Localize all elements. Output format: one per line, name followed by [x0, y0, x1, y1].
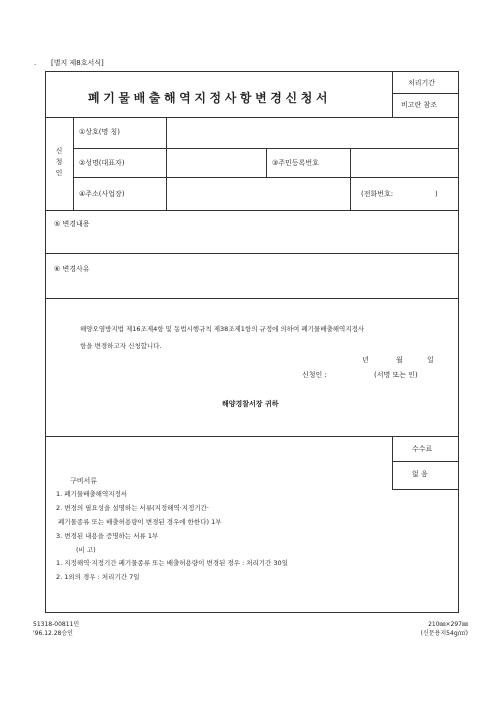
processing-period-label: 처리기간 — [408, 79, 436, 87]
form-code: 51318-00811민 — [33, 621, 80, 628]
applicant-column-divider — [73, 117, 74, 210]
representative-name-label: ②성명(대표자) — [79, 159, 125, 167]
phone-label: (전화번호: — [361, 190, 394, 198]
required-doc-item: 3. 변경된 내용을 증명하는 서류 1부 — [56, 532, 159, 540]
processing-divider — [392, 93, 458, 94]
remark-item: 2. 1외의 경우 : 처리기간 7일 — [56, 573, 140, 581]
date-year: 년 — [362, 356, 369, 364]
applicant-section-bottom — [46, 210, 458, 211]
processing-period-value: 비고란 참조 — [401, 101, 438, 109]
required-docs-title: 구비서류 — [70, 477, 98, 485]
required-doc-item: 2. 변경의 필요성을 설명하는 서류(지정해역·지정기간· — [56, 504, 209, 512]
signature-or-seal: (서명 또는 인) — [374, 371, 418, 379]
change-content-bottom — [46, 253, 458, 254]
required-doc-item: 1. 폐기물배출해역지정서 — [56, 490, 128, 498]
paper-weight: (신문용지54g/㎡) — [420, 630, 468, 637]
approval-date: '96.12.28승인 — [33, 630, 73, 637]
phone-close: ) — [435, 190, 438, 198]
applicant-group-label: 신청인 — [55, 147, 63, 177]
fee-bottom — [392, 489, 458, 490]
required-doc-item: 폐기물종류 또는 배출허용량이 변경된 경우에 한한다) 1부 — [58, 518, 222, 526]
change-content-label: ⑤ 변경내용 — [54, 220, 90, 228]
applicant-signature-label: 신청인 : — [302, 371, 327, 379]
dot-mark: . — [34, 59, 37, 67]
remark-item: 1. 지정해역·지정기간 폐기물종류 또는 배출허용량이 변경된 경우 : 처리기간 30일 — [56, 559, 288, 567]
title-row-bottom — [46, 117, 458, 118]
paper-size: 210㎜×297㎜ — [428, 621, 468, 628]
declaration-line-2: 항을 변경하고자 신청합니다. — [80, 342, 162, 350]
declaration-line-1: 해양오염방지법 제16조제4항 및 동법시행규칙 제38조제1항의 규정에 의하여 폐기물배출해역지정사 — [80, 325, 365, 333]
fee-label: 수수료 — [412, 445, 433, 453]
change-reason-label: ⑥ 변경사유 — [54, 265, 90, 273]
business-name-label: ①상호(명 칭) — [79, 128, 121, 136]
fee-divider — [392, 436, 393, 489]
fee-inner-divider — [392, 461, 458, 462]
applicant-row2-bottom — [73, 177, 458, 178]
regno-right-divider — [350, 148, 351, 210]
registration-number-label: ③주민등록번호 — [272, 159, 319, 167]
change-reason-bottom — [46, 298, 458, 299]
regno-left-divider — [266, 148, 267, 177]
address-label: ④주소(사업장) — [79, 190, 125, 198]
title-divider — [392, 72, 393, 117]
form-number: [별지 제8호서식] — [51, 59, 104, 67]
fee-value: 없 음 — [412, 470, 428, 478]
form-title: 폐기물배출해역지정사항변경신청서 — [88, 91, 332, 105]
addressee: 해양경찰서장 귀하 — [222, 400, 279, 408]
date-month: 월 — [396, 356, 403, 364]
applicant-label-divider — [166, 117, 167, 210]
declaration-bottom — [46, 436, 458, 437]
date-day: 일 — [427, 356, 434, 364]
remarks-title: (비 고) — [76, 546, 96, 554]
